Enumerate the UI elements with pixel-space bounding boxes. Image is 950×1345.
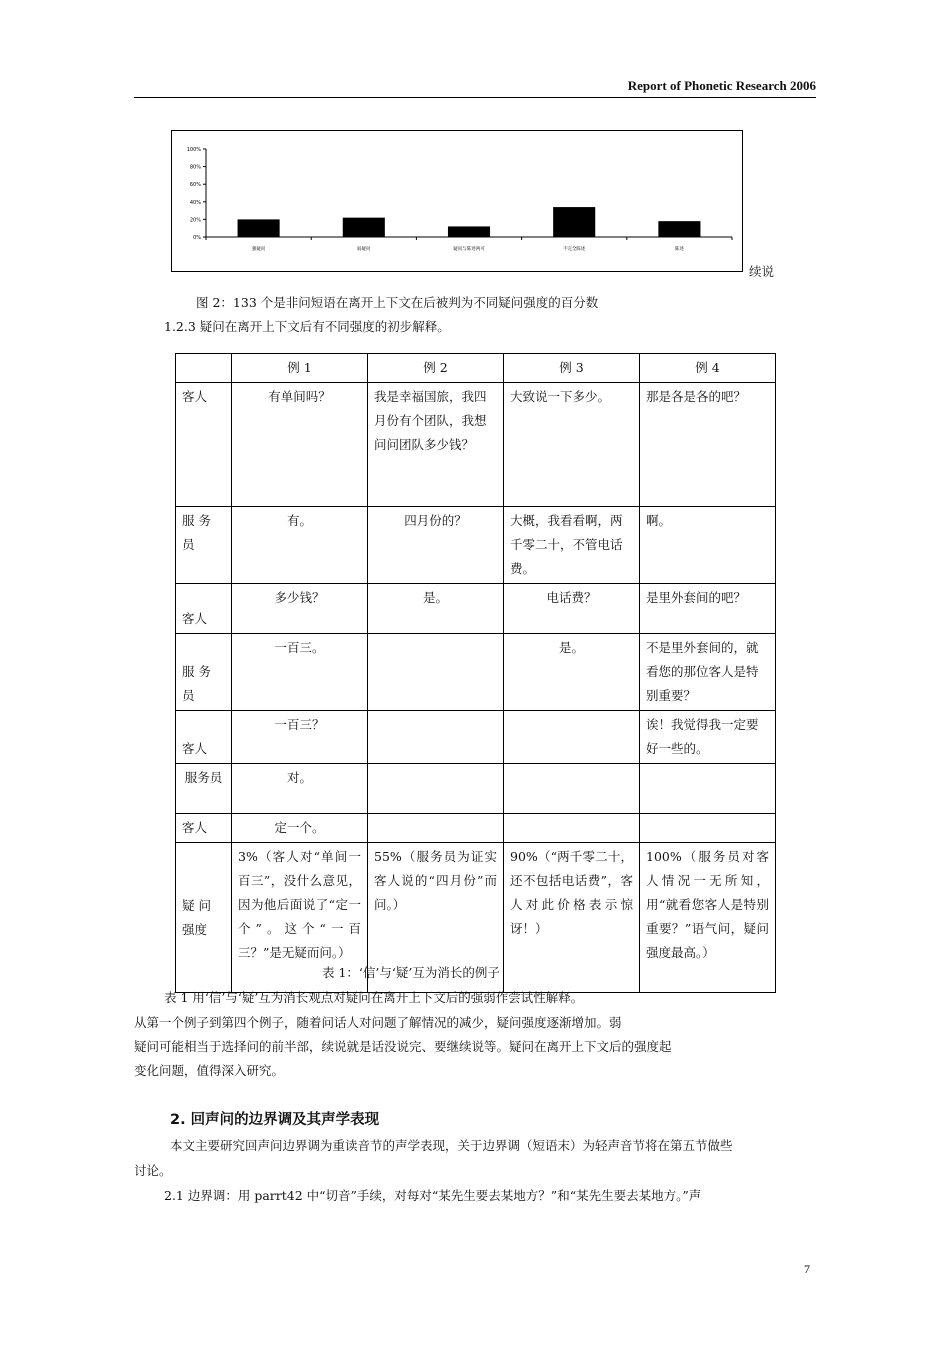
header-cell: 例 3 <box>504 354 640 383</box>
y-tick-label: 100% <box>186 147 201 153</box>
header-cell: 例 2 <box>368 354 504 383</box>
speaker-label: 客人 <box>176 711 232 764</box>
table-cell <box>504 764 640 814</box>
table-cell: 大致说一下多少。 <box>504 383 640 507</box>
side-note: 续说 <box>749 264 775 279</box>
paragraph-line: 变化问题，值得深入研究。 <box>134 1063 285 1078</box>
x-tick-label: 弱疑问 <box>357 247 371 252</box>
table-cell: 定一个。 <box>232 814 368 843</box>
table-cell: 不是里外套间的，就看您的那位客人是特别重要？ <box>640 634 776 711</box>
bar <box>448 226 490 237</box>
x-tick-label: 疑问与陈述两可 <box>453 247 485 252</box>
paragraph-line: 疑问可能相当于选择问的前半部，续说就是话没说完、要继续说等。疑问在离开上下文后的强度起 <box>134 1039 672 1054</box>
header-cell: 例 1 <box>232 354 368 383</box>
section-title: 2. 回声问的边界调及其声学表现 <box>170 1112 380 1128</box>
table-row <box>176 507 776 584</box>
paragraph-line: 本文主要研究回声问边界调为重读音节的声学表现，关于边界调（短语末）为轻声音节将在第五节做些 <box>170 1138 733 1153</box>
speaker-label: 服务员 <box>176 764 232 814</box>
header-cell: 例 4 <box>640 354 776 383</box>
table-row <box>176 584 776 634</box>
table-cell: 有单间吗？ <box>232 383 368 507</box>
table-cell: 那是各是各的吧？ <box>640 383 776 507</box>
table-cell <box>504 814 640 843</box>
table-cell: 是。 <box>504 634 640 711</box>
paragraph-line: 2.1 边界调：用 parrt42 中“切音”手续，对每对“某先生要去某地方？”和“某先生要去某地方。”声 <box>164 1188 702 1203</box>
x-tick-label: 不完全陈述 <box>562 247 586 252</box>
table-cell: 一百三。 <box>232 634 368 711</box>
header-cell-empty <box>176 354 232 383</box>
table-cell: 我是幸福国旅，我四月份有个团队，我想问问团队多少钱？ <box>368 383 504 507</box>
paragraph-line: 讨论。 <box>134 1163 172 1178</box>
y-tick-label: 20% <box>189 217 201 224</box>
y-tick-label: 60% <box>189 182 201 189</box>
table-cell: 啊。 <box>640 507 776 584</box>
header-rule <box>134 97 816 98</box>
table-cell <box>368 814 504 843</box>
speaker-label: 服 务 员 <box>176 507 232 584</box>
paragraph-line: 从第一个例子到第四个例子，随着问话人对问题了解情况的减少，疑问强度逐渐增加。弱 <box>134 1015 622 1030</box>
table-header-row <box>176 354 776 383</box>
table-cell: 有。 <box>232 507 368 584</box>
table-cell: 大概，我看看啊，两千零二十，不管电话费。 <box>504 507 640 584</box>
table-row <box>176 764 776 814</box>
y-tick-label: 40% <box>189 199 201 206</box>
y-tick-label: 0% <box>193 235 201 241</box>
bar-chart-frame <box>171 130 743 272</box>
table-cell: 对。 <box>232 764 368 814</box>
table-cell: 55%（服务员为证实客人说的“四月份”而问。） <box>368 843 504 993</box>
table-cell: 四月份的？ <box>368 507 504 584</box>
bar <box>343 218 385 237</box>
x-tick-label: 陈述 <box>674 247 684 252</box>
table-cell: 诶！我觉得我一定要好一些的。 <box>640 711 776 764</box>
table-cell <box>368 711 504 764</box>
table-cell <box>640 764 776 814</box>
y-tick-label: 80% <box>189 164 201 171</box>
bar <box>658 221 700 237</box>
question-strength-label: 疑 问 强度 <box>176 843 232 993</box>
bar <box>238 219 280 237</box>
table-cell: 电话费？ <box>504 584 640 634</box>
table-cell: 90%（“两千零二十，还不包括电话费”，客人对此价格表示惊讶！） <box>504 843 640 993</box>
paragraph-line: 表 1 用‘信’与‘疑’互为消长观点对疑问在离开上下文后的强弱作尝试性解释。 <box>164 990 584 1005</box>
table-cell: 100%（服务员对客人情况一无所知，用“就看您客人是特别重要？”语气问，疑问强度最高。） <box>640 843 776 993</box>
table-row <box>176 634 776 711</box>
table-cell: 是里外套间的吧？ <box>640 584 776 634</box>
dialogue-table <box>175 353 776 993</box>
table-row <box>176 711 776 764</box>
table-cell: 多少钱？ <box>232 584 368 634</box>
speaker-label: 服 务 员 <box>176 634 232 711</box>
table-cell: 是。 <box>368 584 504 634</box>
table-caption: 表 1：‘信’与‘疑’互为消长的例子 <box>322 965 500 980</box>
speaker-label: 客人 <box>176 814 232 843</box>
subsection-heading: 1.2.3 疑问在离开上下文后有不同强度的初步解释。 <box>164 319 450 334</box>
page-number: 7 <box>804 1262 810 1276</box>
speaker-label: 客人 <box>176 584 232 634</box>
figure-caption: 图 2：133 个是非问短语在离开上下文在后被判为不同疑问强度的百分数 <box>196 295 599 310</box>
table-row <box>176 383 776 507</box>
bar <box>553 207 595 237</box>
table-cell <box>368 634 504 711</box>
table-cell: 3%（客人对“单间一百三”，没什么意见，因为他后面说了“定一个”。这个“一百三？”是无疑而问。） <box>232 843 368 993</box>
table-cell <box>640 814 776 843</box>
bar-chart <box>172 131 742 271</box>
running-header: Report of Phonetic Research 2006 <box>627 78 816 93</box>
speaker-label: 客人 <box>176 383 232 507</box>
table-row <box>176 814 776 843</box>
table-cell: 一百三？ <box>232 711 368 764</box>
table-cell <box>504 711 640 764</box>
x-tick-label: 强疑问 <box>251 247 266 252</box>
table-cell <box>368 764 504 814</box>
